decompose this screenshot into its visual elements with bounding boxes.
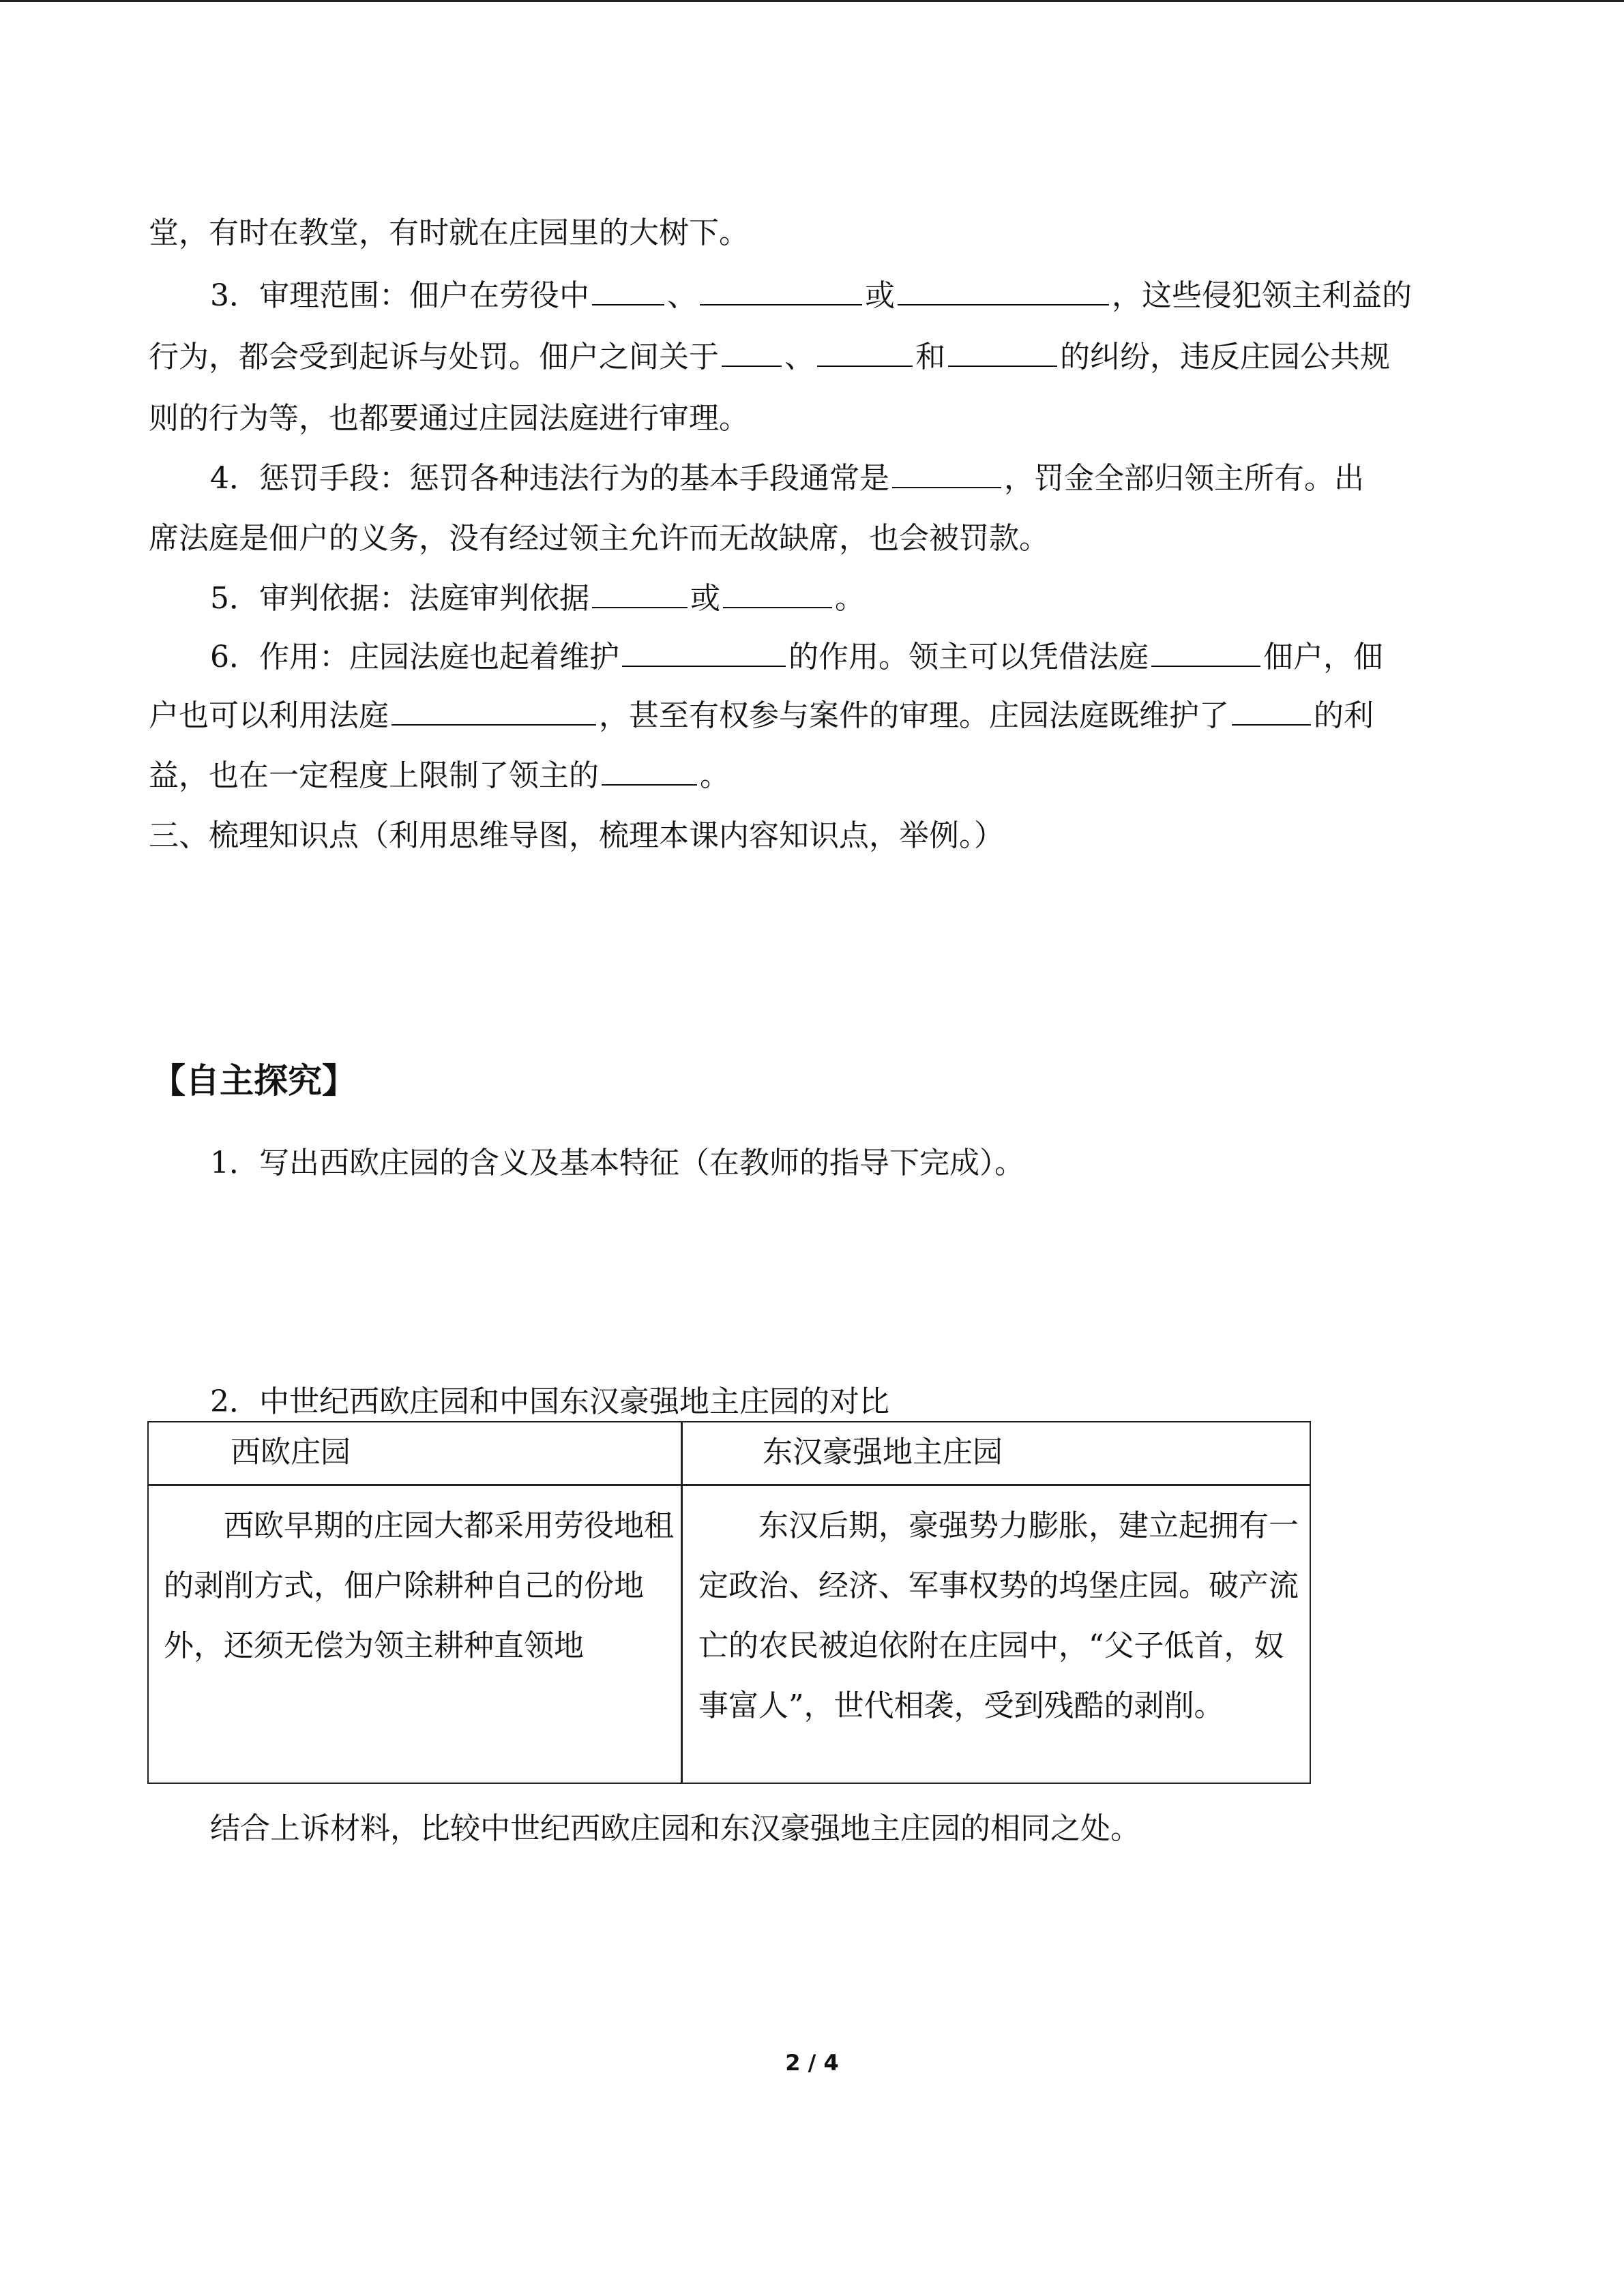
fill-blank[interactable] (723, 581, 832, 608)
fill-blank[interactable] (592, 581, 688, 608)
text-line-4: 则的行为等，也都要通过庄园法庭进行审理。 (149, 401, 749, 436)
text-line-5: 4．惩罚手段：惩罚各种违法行为的基本手段通常是 ，罚金全部归领主所有。出 (210, 461, 1364, 496)
question-2-prompt: 结合上诉材料，比较中世纪西欧庄园和东汉豪强地主庄园的相同之处。 (210, 1811, 1140, 1846)
fill-blank[interactable] (1151, 640, 1260, 667)
text-line-1: 堂，有时在教堂，有时就在庄园里的大树下。 (149, 215, 749, 250)
fill-blank[interactable] (602, 758, 697, 786)
fill-blank[interactable] (392, 698, 596, 726)
text-line-7: 5．审判依据：法庭审判依据 或 。 (210, 581, 865, 616)
question-2: 2．中世纪西欧庄园和中国东汉豪强地主庄园的对比 (210, 1384, 889, 1419)
section-three-title: 三、梳理知识点（利用思维导图，梳理本课内容知识点，举例。） (149, 818, 1004, 853)
fill-blank[interactable] (722, 340, 782, 367)
table-cell-west: 西欧早期的庄园大都采用劳役地租的剥削方式，佃户除耕种自己的份地外，还须无偿为领主耕种直领地 (164, 1508, 674, 1663)
table-cell-east: 东汉后期，豪强势力膨胀，建立起拥有一定政治、经济、军事权势的坞堡庄园。破产流亡的农民被迫依附在庄园中，“父子低首，奴事富人”，世代相袭，受到残酷的剥削。 (698, 1508, 1299, 1723)
text-line-2: 3．审理范围：佃户在劳役中 、 或 ，这些侵犯领主利益的 (210, 278, 1412, 313)
fill-blank[interactable] (898, 278, 1109, 305)
fill-blank[interactable] (700, 278, 862, 305)
table-header-west: 西欧庄园 (231, 1435, 351, 1470)
section-heading: 【自主探究】 (151, 1061, 356, 1101)
question-1: 1．写出西欧庄园的含义及基本特征（在教师的指导下完成）。 (210, 1146, 1024, 1180)
text-line-9: 户也可以利用法庭 ，甚至有权参与案件的审理。庄园法庭既维护了 的利 (149, 698, 1374, 733)
fill-blank[interactable] (892, 461, 1001, 488)
text-line-10: 益，也在一定程度上限制了领主的 。 (149, 758, 730, 793)
page-number: 2 / 4 (785, 2050, 839, 2076)
fill-blank[interactable] (622, 640, 786, 667)
top-border (0, 0, 1624, 2)
fill-blank[interactable] (817, 340, 913, 367)
fill-blank[interactable] (592, 278, 664, 305)
fill-blank[interactable] (948, 340, 1057, 367)
text-line-8: 6．作用：庄园法庭也起着维护 的作用。领主可以凭借法庭 佃户，佃 (210, 640, 1383, 674)
comparison-table (147, 1421, 1311, 1784)
table-header-east: 东汉豪强地主庄园 (763, 1435, 1003, 1470)
table-divider-vertical (681, 1422, 683, 1783)
fill-blank[interactable] (1232, 698, 1311, 726)
text-line-3: 行为，都会受到起诉与处罚。佃户之间关于 、 和 的纠纷，违反庄园公共规 (149, 340, 1390, 374)
table-divider-horizontal (149, 1484, 1310, 1486)
text-line-6: 席法庭是佃户的义务，没有经过领主允许而无故缺席，也会被罚款。 (149, 521, 1049, 556)
